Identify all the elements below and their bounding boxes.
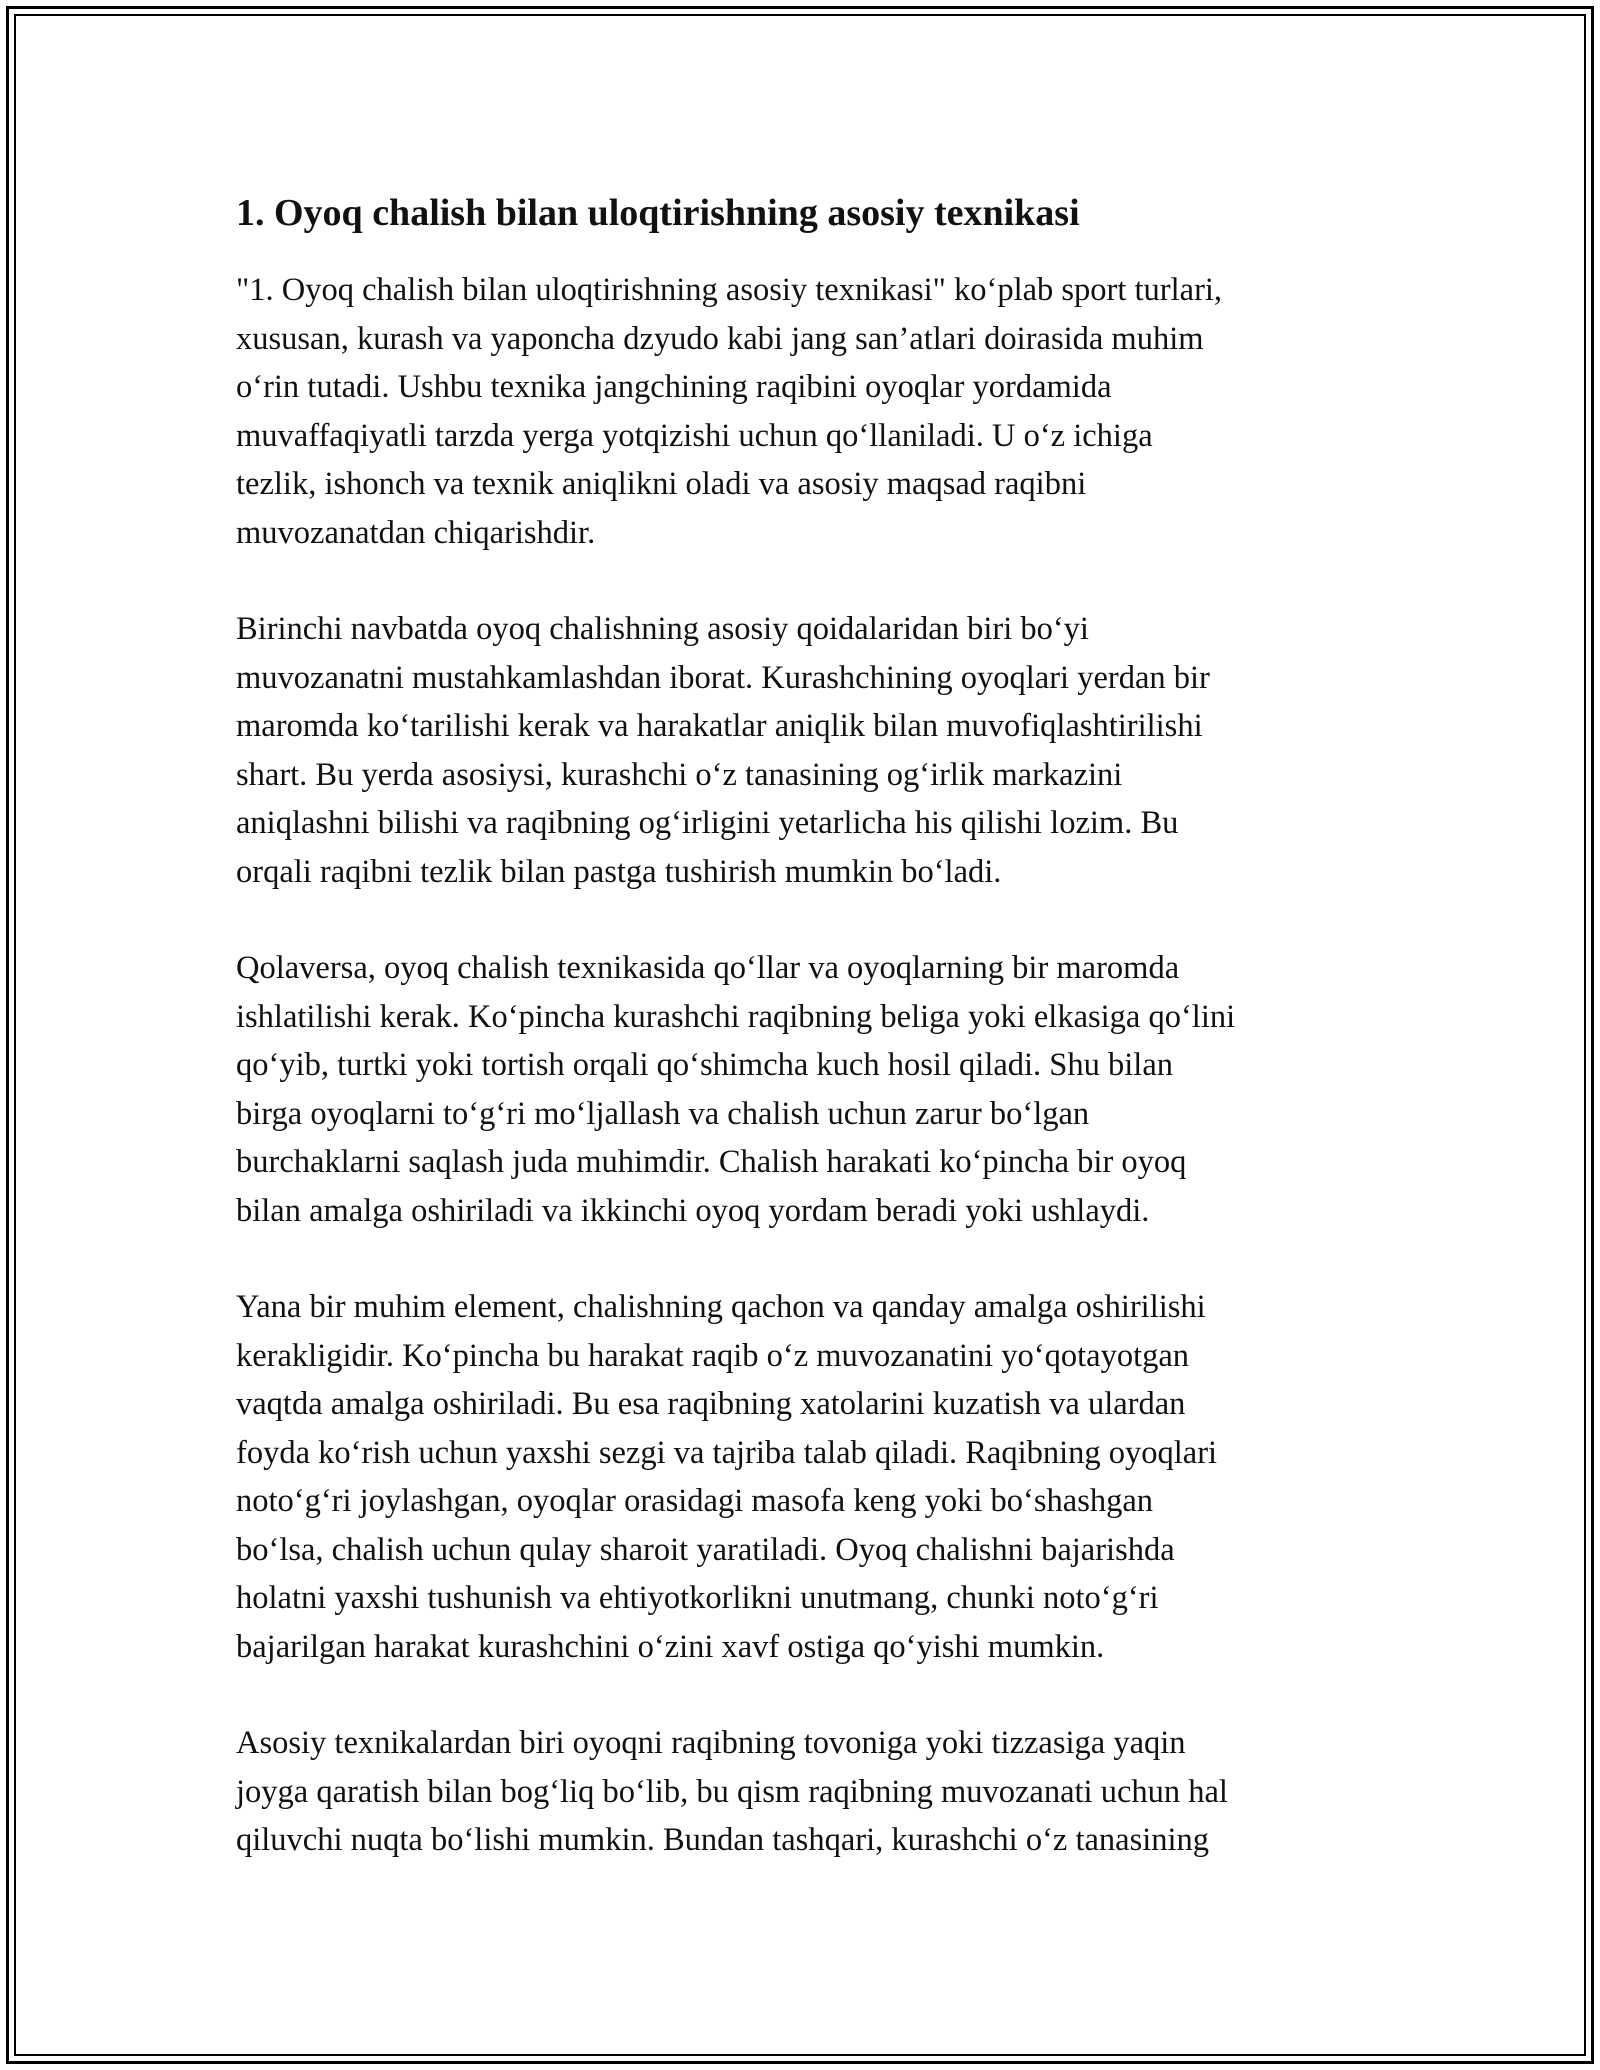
- paragraph-2: Birinchi navbatda oyoq chalishning asosiy qoidalaridan biri bo‘yi muvozanatni mustahkamlashdan iborat. Kurashchining oyoqlari yerdan bir maromda ko‘tarilishi kerak va harakatlar aniqlik bilan muvofiqlashtirilishi shart. Bu yerda asosiysi, kurashchi o‘z tanasining og‘irlik markazini aniqlashni bilishi va raqibning og‘irligini yetarlicha his qilishi lozim. Bu orqali raqibni tezlik bilan pastga tushirish mumkin bo‘ladi.: [236, 611, 1210, 890]
- paragraph-1: "1. Oyoq chalish bilan uloqtirishning asosiy texnikasi" ko‘plab sport turlari, xususan, kurash va yaponcha dzyudo kabi jang san’atlari doirasida muhim o‘rin tutadi. Ushbu texnika jangchining raqibini oyoqlar yordamida muvaffaqiyatli tarzda yerga yotqizishi uchun qo‘llaniladi. U o‘z ichiga tezlik, ishonch va texnik aniqlikni oladi va asosiy maqsad raqibni muvozanatdan chiqarishdir.: [236, 272, 1223, 551]
- paragraph-4: Yana bir muhim element, chalishning qachon va qanday amalga oshirilishi kerakligidir. Ko‘pincha bu harakat raqib o‘z muvozanatini yo‘qotayotgan vaqtda amalga oshiriladi. Bu esa raqibning xatolarini kuzatish va ulardan foyda ko‘rish uchun yaxshi sezgi va tajriba talab qiladi. Raqibning oyoqlari noto‘g‘ri joylashgan, oyoqlar orasidagi masofa keng yoki bo‘shashgan bo‘lsa, chalish uchun qulay sharoit yaratiladi. Oyoq chalishni bajarishda holatni yaxshi tushunish va ehtiyotkorlikni unutmang, chunki noto‘g‘ri bajarilgan harakat kurashchini o‘zini xavf ostiga qo‘yishi mumkin.: [236, 1289, 1218, 1665]
- document-body: [236, 186, 1364, 1913]
- paragraph-3: Qolaversa, oyoq chalish texnikasida qo‘llar va oyoqlarning bir maromda ishlatilishi kerak. Ko‘pincha kurashchi raqibning beliga yoki elkasiga qo‘lini qo‘yib, turtki yoki tortish orqali qo‘shimcha kuch hosil qiladi. Shu bilan birga oyoqlarni to‘g‘ri mo‘ljallash va chalish uchun zarur bo‘lgan burchaklarni saqlash juda muhimdir. Chalish harakati ko‘pincha bir oyoq bilan amalga oshiriladi va ikkinchi oyoq yordam beradi yoki ushlaydi.: [236, 950, 1236, 1229]
- document-title: 1. Oyoq chalish bilan uloqtirishning asosiy texnikasi: [236, 192, 1080, 234]
- paragraph-5: Asosiy texnikalardan biri oyoqni raqibning tovoniga yoki tizzasiga yaqin joyga qaratish bilan bog‘liq bo‘lib, bu qism raqibning muvozanati uchun hal qiluvchi nuqta bo‘lishi mumkin. Bundan tashqari, kurashchi o‘z tanasining: [236, 1725, 1228, 1858]
